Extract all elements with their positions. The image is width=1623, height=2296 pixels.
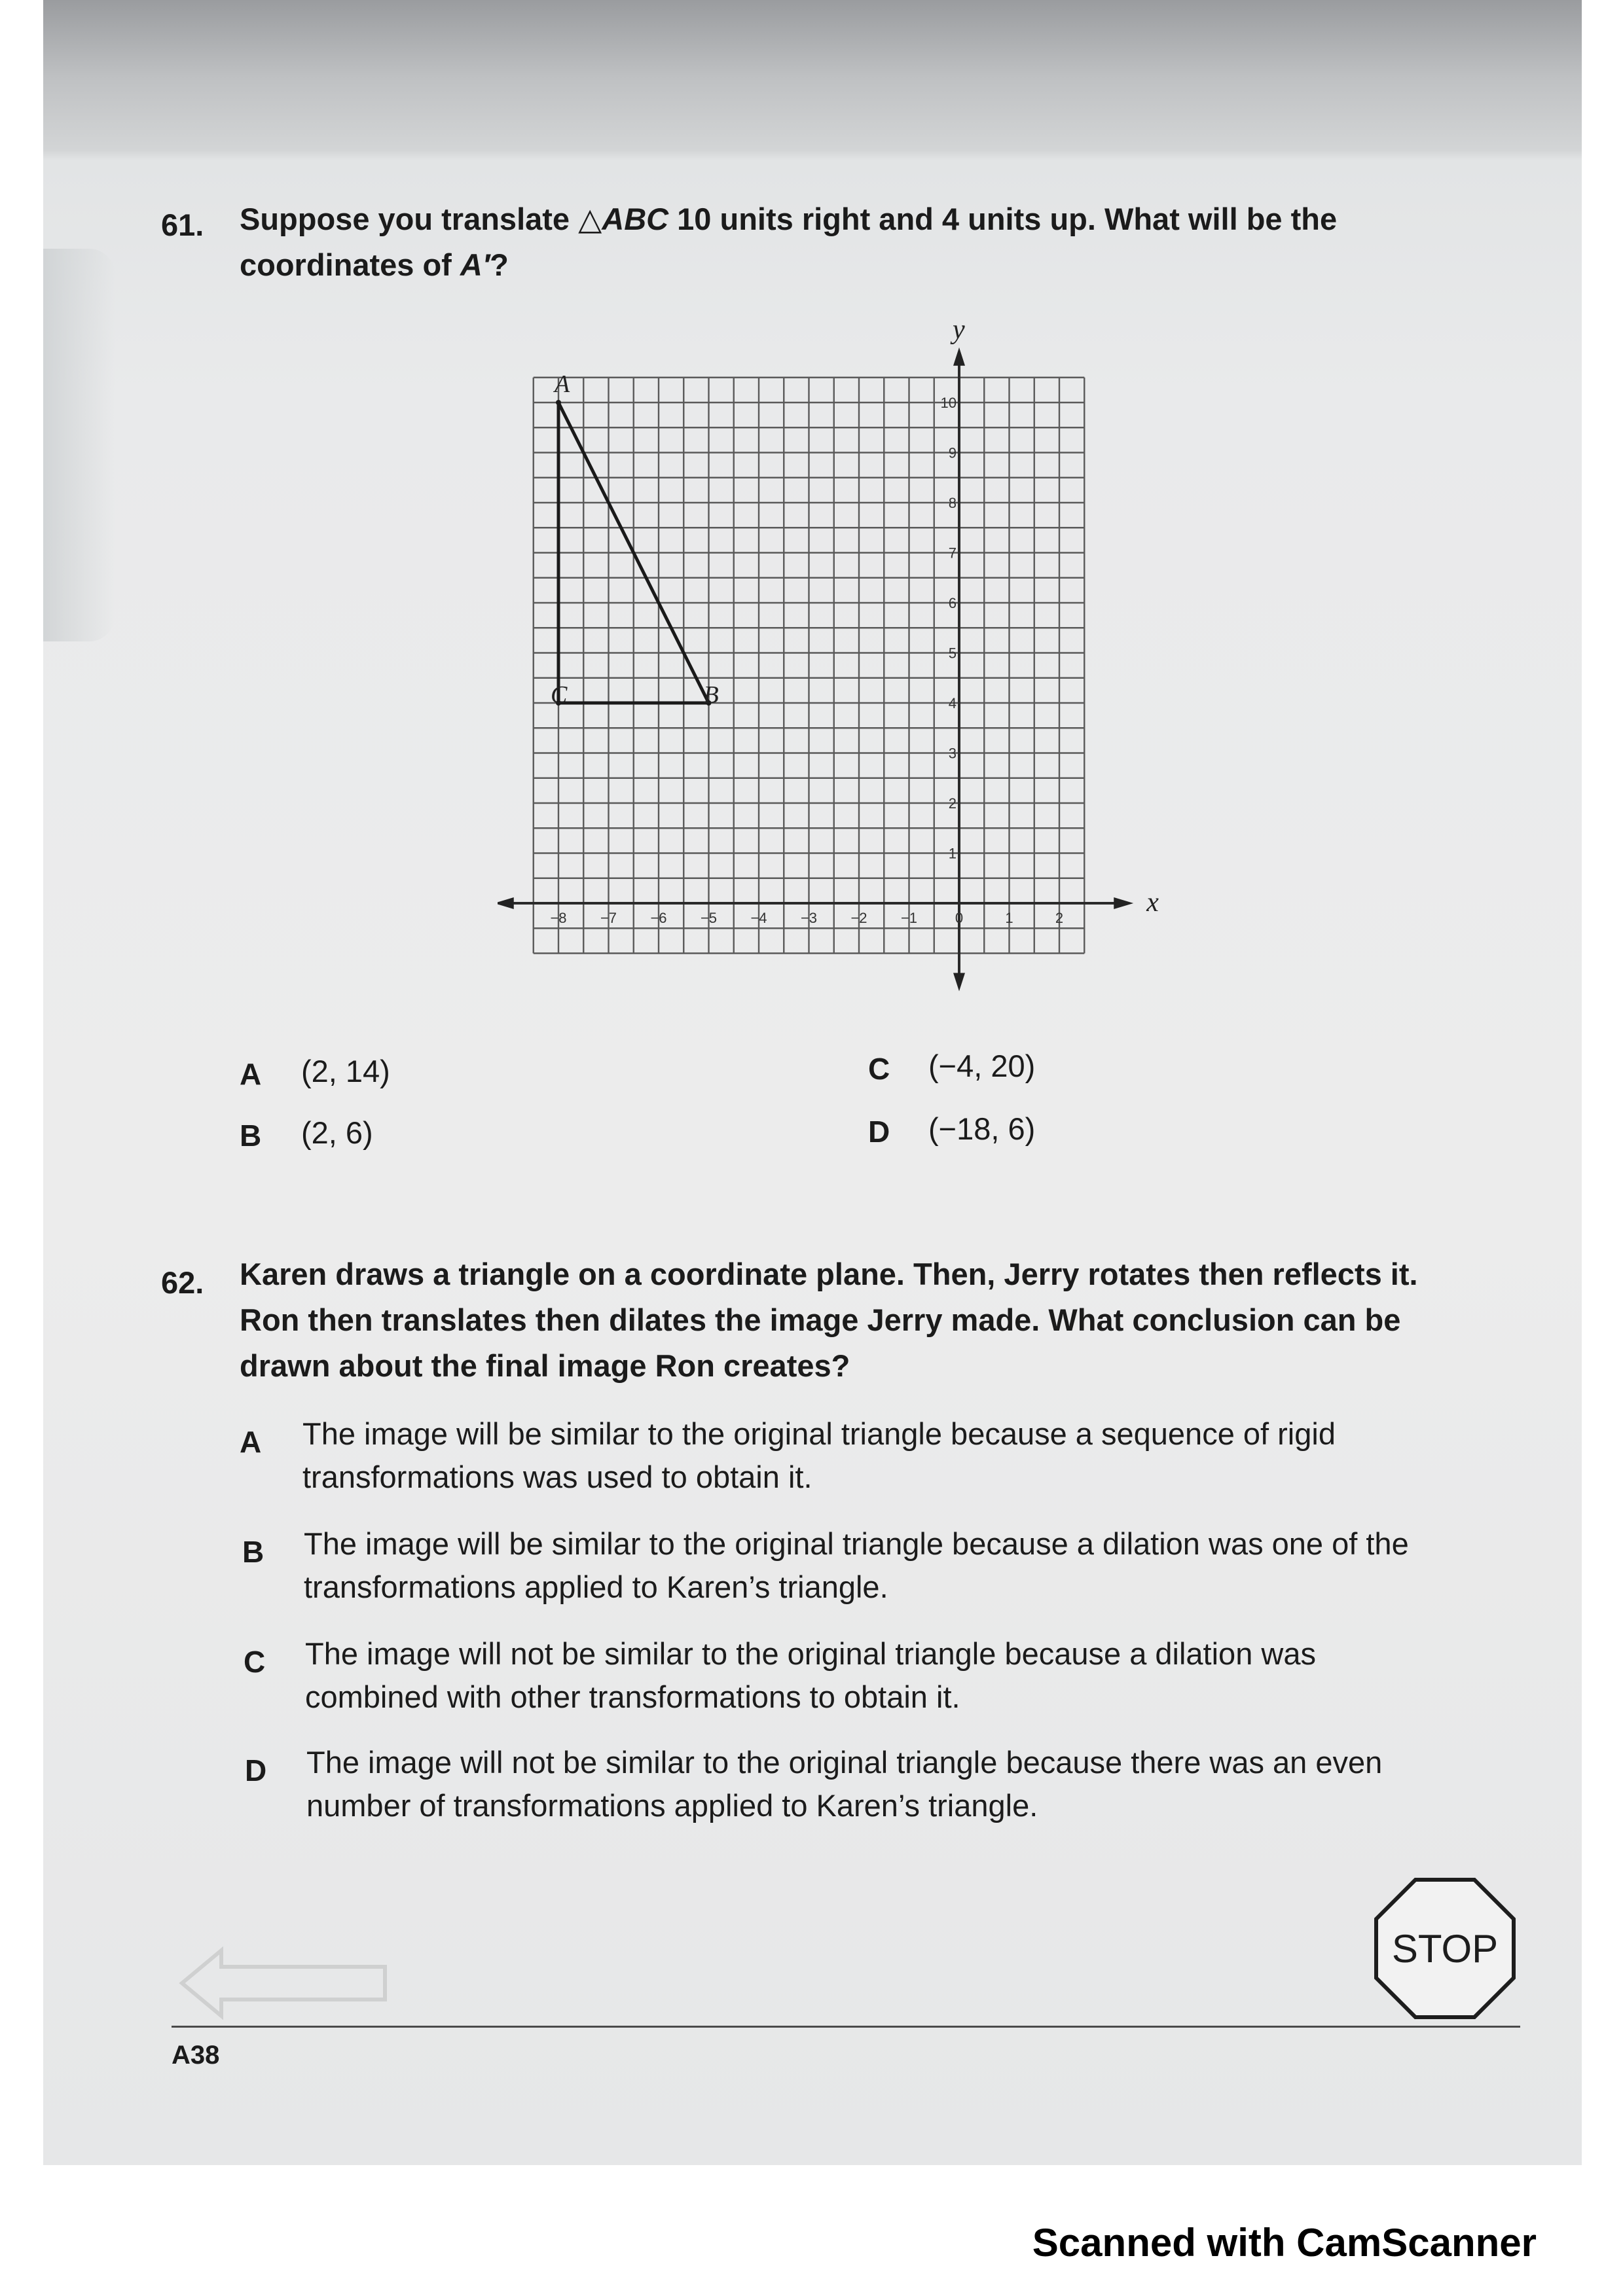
- back-arrow-icon: [175, 1937, 398, 2029]
- x-axis-label: x: [1146, 888, 1159, 918]
- q62-choice-d-line: number of transformations applied to Karen’s triangle.: [306, 1788, 1038, 1823]
- y-tick-label: 5: [948, 645, 957, 662]
- vertex-label-c: C: [551, 681, 568, 709]
- page-shadow: [43, 249, 115, 641]
- q61-number: 61.: [161, 207, 204, 242]
- y-tick-label: 9: [948, 444, 957, 461]
- q62-choice-c-letter[interactable]: C: [244, 1645, 266, 1679]
- q61-prompt-line2-end: ?: [490, 247, 509, 282]
- axes: [498, 348, 1133, 992]
- x-tick-label: −5: [700, 910, 718, 926]
- q62-choice-a-line: transformations was used to obtain it.: [302, 1460, 812, 1494]
- x-axis-right-arrow-icon: [1114, 897, 1133, 909]
- x-tick-label: −8: [550, 910, 567, 926]
- q62-choice-d-letter[interactable]: D: [245, 1753, 267, 1787]
- y-axis-label: y: [953, 314, 965, 345]
- q61-choice-d-letter[interactable]: D: [868, 1115, 890, 1149]
- y-tick-label: 2: [948, 795, 957, 812]
- x-axis-left-arrow-icon: [498, 897, 514, 909]
- vertex-label-b: B: [703, 681, 719, 709]
- q62-choice-b-line: transformations applied to Karen’s triangle.: [304, 1570, 888, 1604]
- y-tick-label: 6: [948, 595, 957, 611]
- q62-choice-b-line: The image will be similar to the original triangle because a dilation was one of the: [304, 1526, 1409, 1561]
- q61-choice-a-letter[interactable]: A: [240, 1057, 262, 1091]
- x-tick-label: −4: [750, 910, 767, 926]
- q61-prompt: [240, 196, 1337, 288]
- x-tick-label: 2: [1055, 910, 1064, 926]
- footer-divider: [172, 2026, 1520, 2028]
- q61-choice-c-letter[interactable]: C: [868, 1052, 890, 1086]
- triangle-abc: [551, 370, 719, 709]
- q61-prompt-start: Suppose you translate: [240, 202, 579, 236]
- x-tick-label: −3: [800, 910, 818, 926]
- coordinate-grid: [498, 301, 1165, 995]
- page-number: A38: [172, 2041, 220, 2070]
- q62-prompt: [240, 1251, 1418, 1389]
- q61-choice-b-text[interactable]: (2, 6): [301, 1115, 373, 1150]
- stop-sign: [1374, 1877, 1516, 2020]
- x-tick-labels: [550, 910, 1063, 926]
- point-a-prime: A′: [460, 247, 490, 282]
- x-tick-label: −7: [600, 910, 617, 926]
- y-axis-down-arrow-icon: [953, 973, 965, 992]
- q61-choice-c-text[interactable]: (−4, 20): [928, 1049, 1036, 1083]
- x-tick-label: 1: [1005, 910, 1013, 926]
- y-axis-up-arrow-icon: [953, 348, 965, 366]
- y-tick-label: 7: [948, 545, 957, 562]
- y-tick-label: 8: [948, 495, 957, 511]
- q62-prompt-line: Karen draws a triangle on a coordinate plane. Then, Jerry rotates then reflects it.: [240, 1257, 1418, 1291]
- scanner-watermark: Scanned with CamScanner: [1032, 2221, 1537, 2265]
- q62-number: 62.: [161, 1265, 204, 1300]
- triangle-symbol: △: [578, 202, 602, 236]
- stop-sign-label: STOP: [1391, 1926, 1499, 1971]
- x-tick-label: −2: [850, 910, 867, 926]
- y-tick-label: 1: [948, 845, 957, 862]
- y-tick-label: 10: [940, 395, 957, 411]
- q62-choice-d-text[interactable]: [306, 1741, 1382, 1827]
- q62-choice-d-line: The image will not be similar to the original triangle because there was an even: [306, 1745, 1383, 1780]
- axis-labels: [950, 315, 1159, 918]
- q62-choice-c-text[interactable]: [305, 1632, 1316, 1719]
- x-tick-label: 0: [955, 910, 964, 926]
- q62-choice-a-text[interactable]: [302, 1412, 1336, 1499]
- q62-choice-a-line: The image will be similar to the original triangle because a sequence of rigid: [302, 1416, 1336, 1451]
- y-tick-label: 4: [948, 695, 957, 711]
- q62-choice-b-text[interactable]: [304, 1522, 1409, 1609]
- vertex-label-a: A: [555, 370, 570, 398]
- grid-lines: [534, 378, 1085, 954]
- q62-choice-a-letter[interactable]: A: [240, 1425, 262, 1459]
- q61-choice-d-text[interactable]: (−18, 6): [928, 1111, 1036, 1146]
- vertex-point-a: [556, 400, 561, 405]
- x-tick-label: −1: [900, 910, 918, 926]
- q62-choice-c-line: The image will not be similar to the original triangle because a dilation was: [305, 1636, 1316, 1671]
- q62-prompt-line: drawn about the final image Ron creates?: [240, 1348, 850, 1383]
- q62-prompt-line: Ron then translates then dilates the image Jerry made. What conclusion can be: [240, 1302, 1401, 1337]
- q62-choice-b-letter[interactable]: B: [242, 1535, 264, 1569]
- triangle-name: ABC: [602, 202, 669, 236]
- q61-choice-a-text[interactable]: (2, 14): [301, 1054, 390, 1088]
- y-tick-label: 3: [948, 745, 957, 762]
- q62-choice-c-line: combined with other transformations to obtain it.: [305, 1679, 960, 1714]
- x-tick-label: −6: [650, 910, 667, 926]
- q61-choice-b-letter[interactable]: B: [240, 1119, 262, 1153]
- q61-prompt-end: 10 units right and 4 units up. What will be the: [668, 202, 1338, 236]
- q61-prompt-line2-start: coordinates of: [240, 247, 460, 282]
